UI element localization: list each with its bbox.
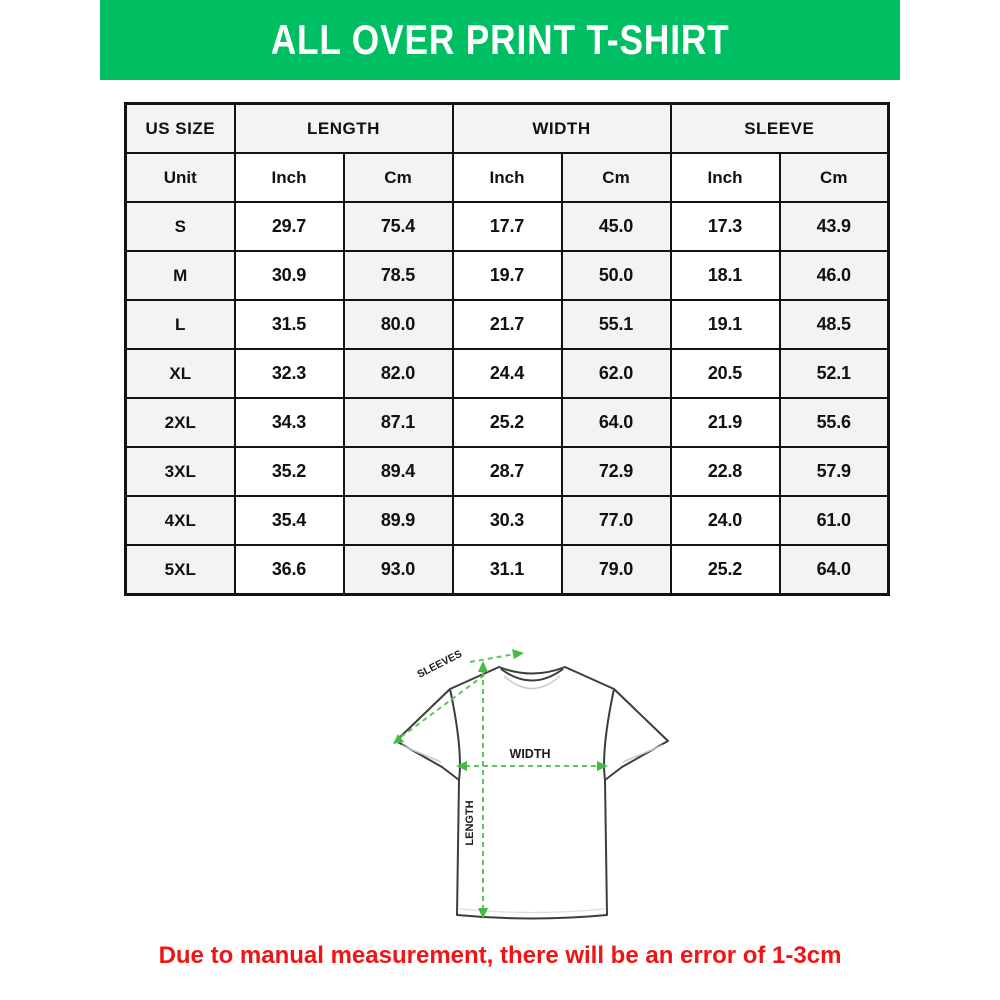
value-cell: 82.0	[344, 349, 453, 398]
value-cell: 17.7	[453, 202, 562, 251]
group-header-row	[126, 104, 889, 154]
value-cell: 25.2	[671, 545, 780, 595]
size-cell: 3XL	[126, 447, 235, 496]
value-cell: 43.9	[780, 202, 889, 251]
value-cell: 78.5	[344, 251, 453, 300]
size-cell: 2XL	[126, 398, 235, 447]
sleeve-arrow-right	[512, 649, 524, 659]
value-cell: 64.0	[562, 398, 671, 447]
size-chart	[124, 102, 890, 596]
value-cell: 24.4	[453, 349, 562, 398]
unit-header-row	[126, 153, 889, 202]
unit-label: Unit	[126, 153, 235, 202]
length-label: LENGTH	[464, 800, 476, 846]
value-cell: 30.3	[453, 496, 562, 545]
width-label: WIDTH	[509, 747, 551, 761]
size-row-3xl	[126, 447, 889, 496]
value-cell: 29.7	[235, 202, 344, 251]
size-cell: 4XL	[126, 496, 235, 545]
unit-cm: Cm	[780, 153, 889, 202]
measurement-disclaimer: Due to manual measurement, there will be an error of 1-3cm	[158, 942, 842, 969]
value-cell: 30.9	[235, 251, 344, 300]
value-cell: 21.9	[671, 398, 780, 447]
value-cell: 48.5	[780, 300, 889, 349]
size-cell: XL	[126, 349, 235, 398]
value-cell: 20.5	[671, 349, 780, 398]
title-banner	[100, 0, 900, 80]
value-cell: 64.0	[780, 545, 889, 595]
size-row-xl	[126, 349, 889, 398]
value-cell: 25.2	[453, 398, 562, 447]
header-length: LENGTH	[235, 104, 453, 154]
unit-inch: Inch	[671, 153, 780, 202]
value-cell: 19.1	[671, 300, 780, 349]
size-row-m	[126, 251, 889, 300]
size-cell: M	[126, 251, 235, 300]
value-cell: 18.1	[671, 251, 780, 300]
value-cell: 17.3	[671, 202, 780, 251]
size-cell: L	[126, 300, 235, 349]
value-cell: 52.1	[780, 349, 889, 398]
value-cell: 28.7	[453, 447, 562, 496]
value-cell: 24.0	[671, 496, 780, 545]
length-arrow-up	[478, 661, 488, 672]
unit-inch: Inch	[235, 153, 344, 202]
value-cell: 93.0	[344, 545, 453, 595]
value-cell: 87.1	[344, 398, 453, 447]
value-cell: 36.6	[235, 545, 344, 595]
value-cell: 35.4	[235, 496, 344, 545]
value-cell: 19.7	[453, 251, 562, 300]
unit-inch: Inch	[453, 153, 562, 202]
value-cell: 50.0	[562, 251, 671, 300]
value-cell: 21.7	[453, 300, 562, 349]
header-us-size: US SIZE	[126, 104, 235, 154]
tshirt-measure-diagram	[377, 645, 687, 945]
size-row-2xl	[126, 398, 889, 447]
value-cell: 31.5	[235, 300, 344, 349]
page-title: ALL OVER PRINT T-SHIRT	[270, 16, 730, 63]
header-width: WIDTH	[453, 104, 671, 154]
value-cell: 72.9	[562, 447, 671, 496]
sleeves-label: SLEEVES	[415, 647, 464, 681]
value-cell: 75.4	[344, 202, 453, 251]
value-cell: 80.0	[344, 300, 453, 349]
header-sleeve: SLEEVE	[671, 104, 889, 154]
value-cell: 57.9	[780, 447, 889, 496]
value-cell: 55.6	[780, 398, 889, 447]
value-cell: 31.1	[453, 545, 562, 595]
unit-cm: Cm	[562, 153, 671, 202]
size-row-s	[126, 202, 889, 251]
value-cell: 62.0	[562, 349, 671, 398]
value-cell: 34.3	[235, 398, 344, 447]
value-cell: 61.0	[780, 496, 889, 545]
size-cell: 5XL	[126, 545, 235, 595]
size-chart-table	[124, 102, 890, 596]
value-cell: 45.0	[562, 202, 671, 251]
value-cell: 89.4	[344, 447, 453, 496]
tshirt-diagram-svg	[377, 645, 687, 945]
size-row-4xl	[126, 496, 889, 545]
size-row-l	[126, 300, 889, 349]
value-cell: 46.0	[780, 251, 889, 300]
value-cell: 35.2	[235, 447, 344, 496]
value-cell: 79.0	[562, 545, 671, 595]
unit-cm: Cm	[344, 153, 453, 202]
size-cell: S	[126, 202, 235, 251]
tshirt-outline	[396, 667, 668, 919]
value-cell: 55.1	[562, 300, 671, 349]
sleeve-pointer-line	[470, 654, 515, 662]
value-cell: 89.9	[344, 496, 453, 545]
value-cell: 22.8	[671, 447, 780, 496]
size-row-5xl	[126, 545, 889, 595]
value-cell: 32.3	[235, 349, 344, 398]
value-cell: 77.0	[562, 496, 671, 545]
